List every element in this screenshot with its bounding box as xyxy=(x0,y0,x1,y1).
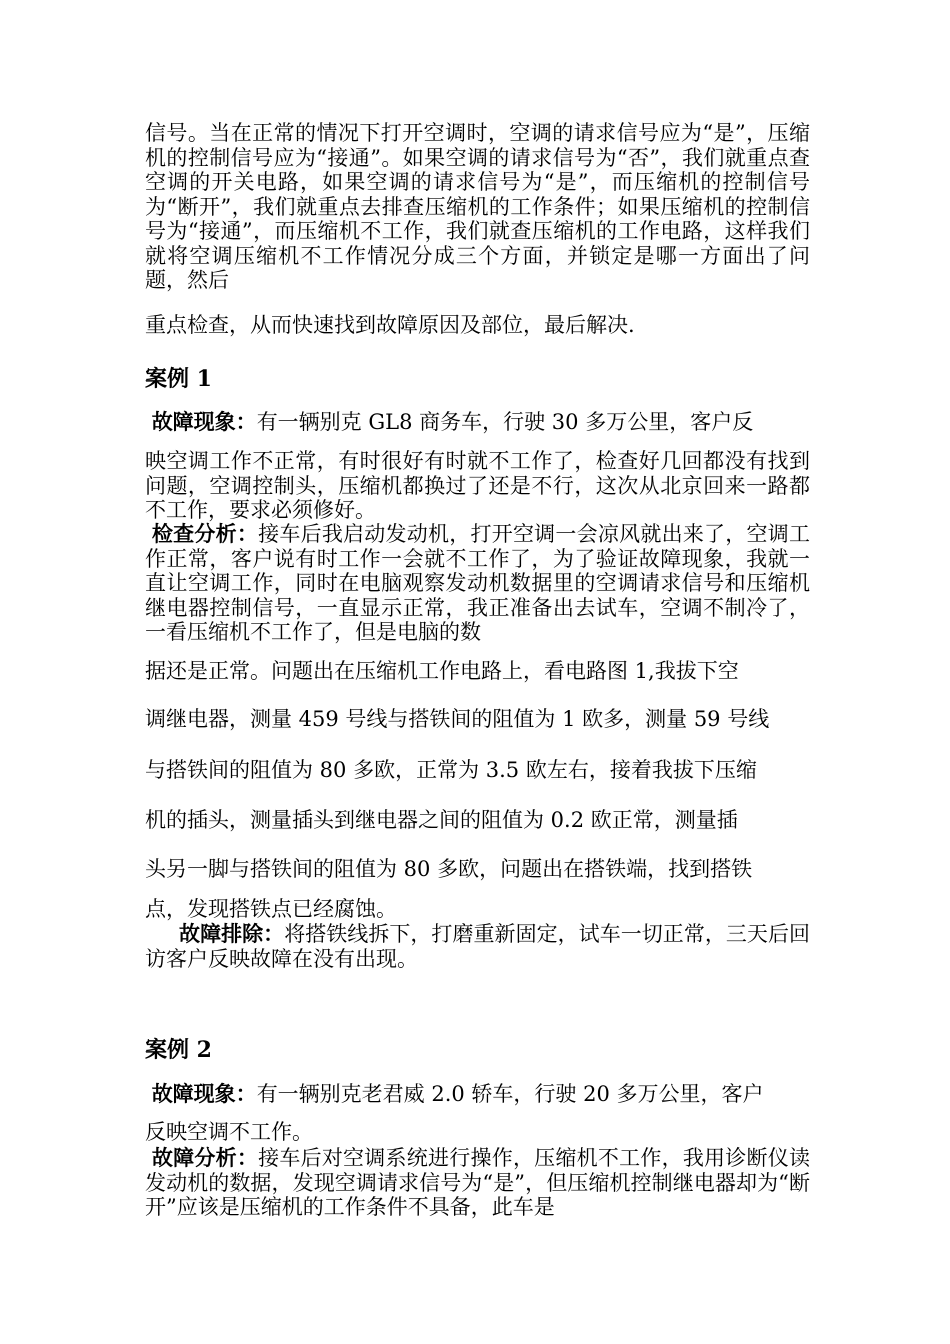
case1-analysis-label: 检查分析： xyxy=(151,521,259,546)
case2-heading: 案例 2 xyxy=(145,1037,212,1063)
case2-symptom-label: 故障现象： xyxy=(151,1081,257,1106)
case2-analysis-label: 故障分析： xyxy=(151,1145,259,1170)
intro-paragraph: 信号。当在正常的情况下打开空调时，空调的请求信号应为“是”，压缩机的控制信号应为“接通”。如果空调的请求信号为“否”，我们就重点查空调的开关电路，如果空调的请求信号为“是”，而压缩机的控制信号为“断开”，我们就重点去排查压缩机的工作条件；如果压缩机的控制信号为“接通”，而压缩机不工作，我们就查压缩机的工作电路，这样我们就将空调压缩机不工作情况分成三个方面，并锁定是哪一方面出了问题，然后 xyxy=(145,121,810,292)
case2-analysis-paragraph xyxy=(145,1146,810,1220)
case1-analysis-line: 调继电器，测量 459 号线与搭铁间的阻值为 1 欧多，测量 59 号线 xyxy=(145,707,770,731)
case1-analysis-paragraph xyxy=(145,522,810,645)
case1-heading: 案例 1 xyxy=(145,366,212,392)
case1-analysis-end: 点，发现搭铁点已经腐蚀。 xyxy=(145,897,397,921)
case1-fix-text: 将搭铁线拆下，打磨重新固定，试车一切正常，三天后回访客户反映故障在没有出现。 xyxy=(145,922,811,971)
case1-analysis-line: 与搭铁间的阻值为 80 多欧，正常为 3.5 欧左右，接着我拔下压缩 xyxy=(145,758,757,782)
case2-analysis-text: 接车后对空调系统进行操作，压缩机不工作，我用诊断仪读发动机的数据，发现空调请求信号为“是”，但压缩机控制继电器却为“断开”应该是压缩机的工作条件不具备，此车是 xyxy=(145,1146,811,1219)
case1-analysis-text: 接车后我启动发动机，打开空调一会凉风就出来了，空调工作正常，客户说有时工作一会就不工作了，为了验证故障现象，我就一直让空调工作，同时在电脑观察发动机数据里的空调请求信号和压缩机继电器控制信号，一直显示正常，我正准备出去试车，空调不制冷了，一看压缩机不工作了，但是电脑的数 xyxy=(145,522,811,644)
case2-symptom-continued: 反映空调不工作。 xyxy=(145,1120,313,1144)
case1-analysis-line: 头另一脚与搭铁间的阻值为 80 多欧，问题出在搭铁端，找到搭铁 xyxy=(145,857,753,881)
case1-symptom-text: 有一辆别克 GL8 商务车，行驶 30 多万公里，客户反 xyxy=(256,410,754,434)
case1-fix-paragraph xyxy=(145,922,810,971)
case1-fix-label: 故障排除： xyxy=(179,921,285,946)
case2-symptom-text: 有一辆别克老君威 2.0 轿车，行驶 20 多万公里，客户 xyxy=(256,1082,764,1106)
case2-symptom-line xyxy=(145,1082,810,1107)
intro-paragraph-end: 重点检查，从而快速找到故障原因及部位，最后解决. xyxy=(145,313,635,337)
case1-analysis-line: 据还是正常。问题出在压缩机工作电路上，看电路图 1,我拔下空 xyxy=(145,659,739,683)
case1-symptom-continued: 映空调工作不正常，有时很好有时就不工作了，检查好几回都没有找到问题，空调控制头，压缩机都换过了还是不行，这次从北京回来一路都不工作，要求必须修好。 xyxy=(145,449,810,522)
case1-symptom-label: 故障现象： xyxy=(151,409,257,434)
case1-analysis-line: 机的插头，测量插头到继电器之间的阻值为 0.2 欧正常，测量插 xyxy=(145,808,738,832)
case1-symptom-line xyxy=(145,410,810,435)
